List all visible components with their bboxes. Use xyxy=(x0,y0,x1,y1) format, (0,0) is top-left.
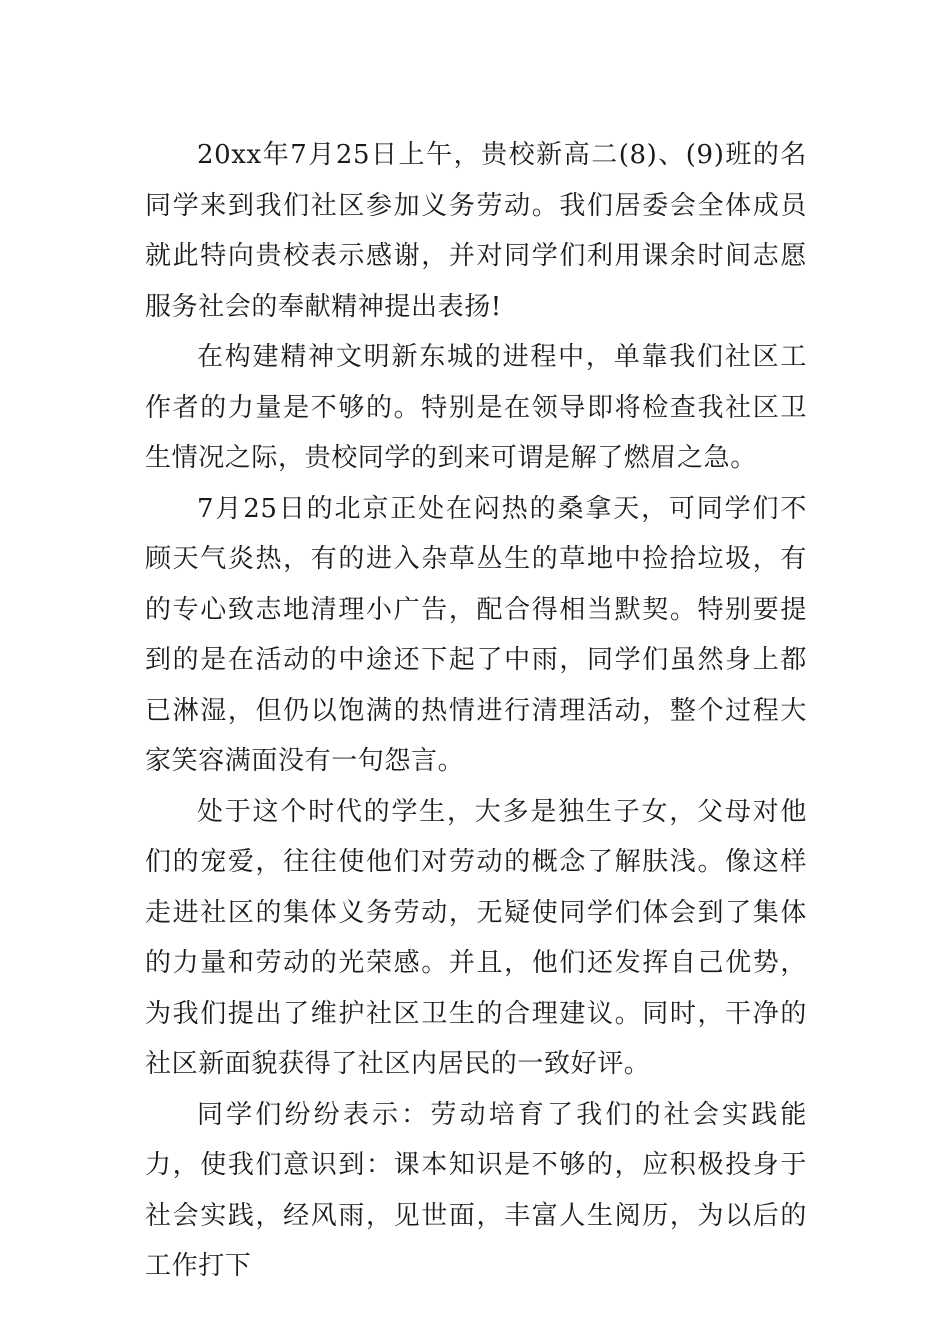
paragraph-5: 同学们纷纷表示：劳动培育了我们的社会实践能力，使我们意识到：课本知识是不够的，应积极投身于社会实践，经风雨，见世面，丰富人生阅历，为以后的工作打下 xyxy=(145,1099,807,1281)
paragraph-2: 在构建精神文明新东城的进程中，单靠我们社区工作者的力量是不够的。特别是在领导即将检查我社区卫生情况之际，贵校同学的到来可谓是解了燃眉之急。 xyxy=(145,342,807,473)
paragraph-4: 处于这个时代的学生，大多是独生子女，父母对他们的宠爱，往往使他们对劳动的概念了解肤浅。像这样走进社区的集体义务劳动，无疑使同学们体会到了集体的力量和劳动的光荣感。并且，他们还发挥自己优势，为我们提出了维护社区卫生的合理建议。同时，干净的社区新面貌获得了社区内居民的一致好评。 xyxy=(145,796,807,1079)
paragraph-3: 7月25日的北京正处在闷热的桑拿天，可同学们不顾天气炎热，有的进入杂草丛生的草地中捡拾垃圾，有的专心致志地清理小广告，配合得相当默契。特别要提到的是在活动的中途还下起了中雨，同学们虽然身上都已淋湿，但仍以饱满的热情进行清理活动，整个过程大家笑容满面没有一句怨言。 xyxy=(145,493,807,776)
paragraph-1: 20xx年7月25日上午，贵校新高二(8)、(9)班的名同学来到我们社区参加义务劳动。我们居委会全体成员就此特向贵校表示感谢，并对同学们利用课余时间志愿服务社会的奉献精神提出表扬! xyxy=(145,140,807,322)
document-body xyxy=(145,130,807,1292)
